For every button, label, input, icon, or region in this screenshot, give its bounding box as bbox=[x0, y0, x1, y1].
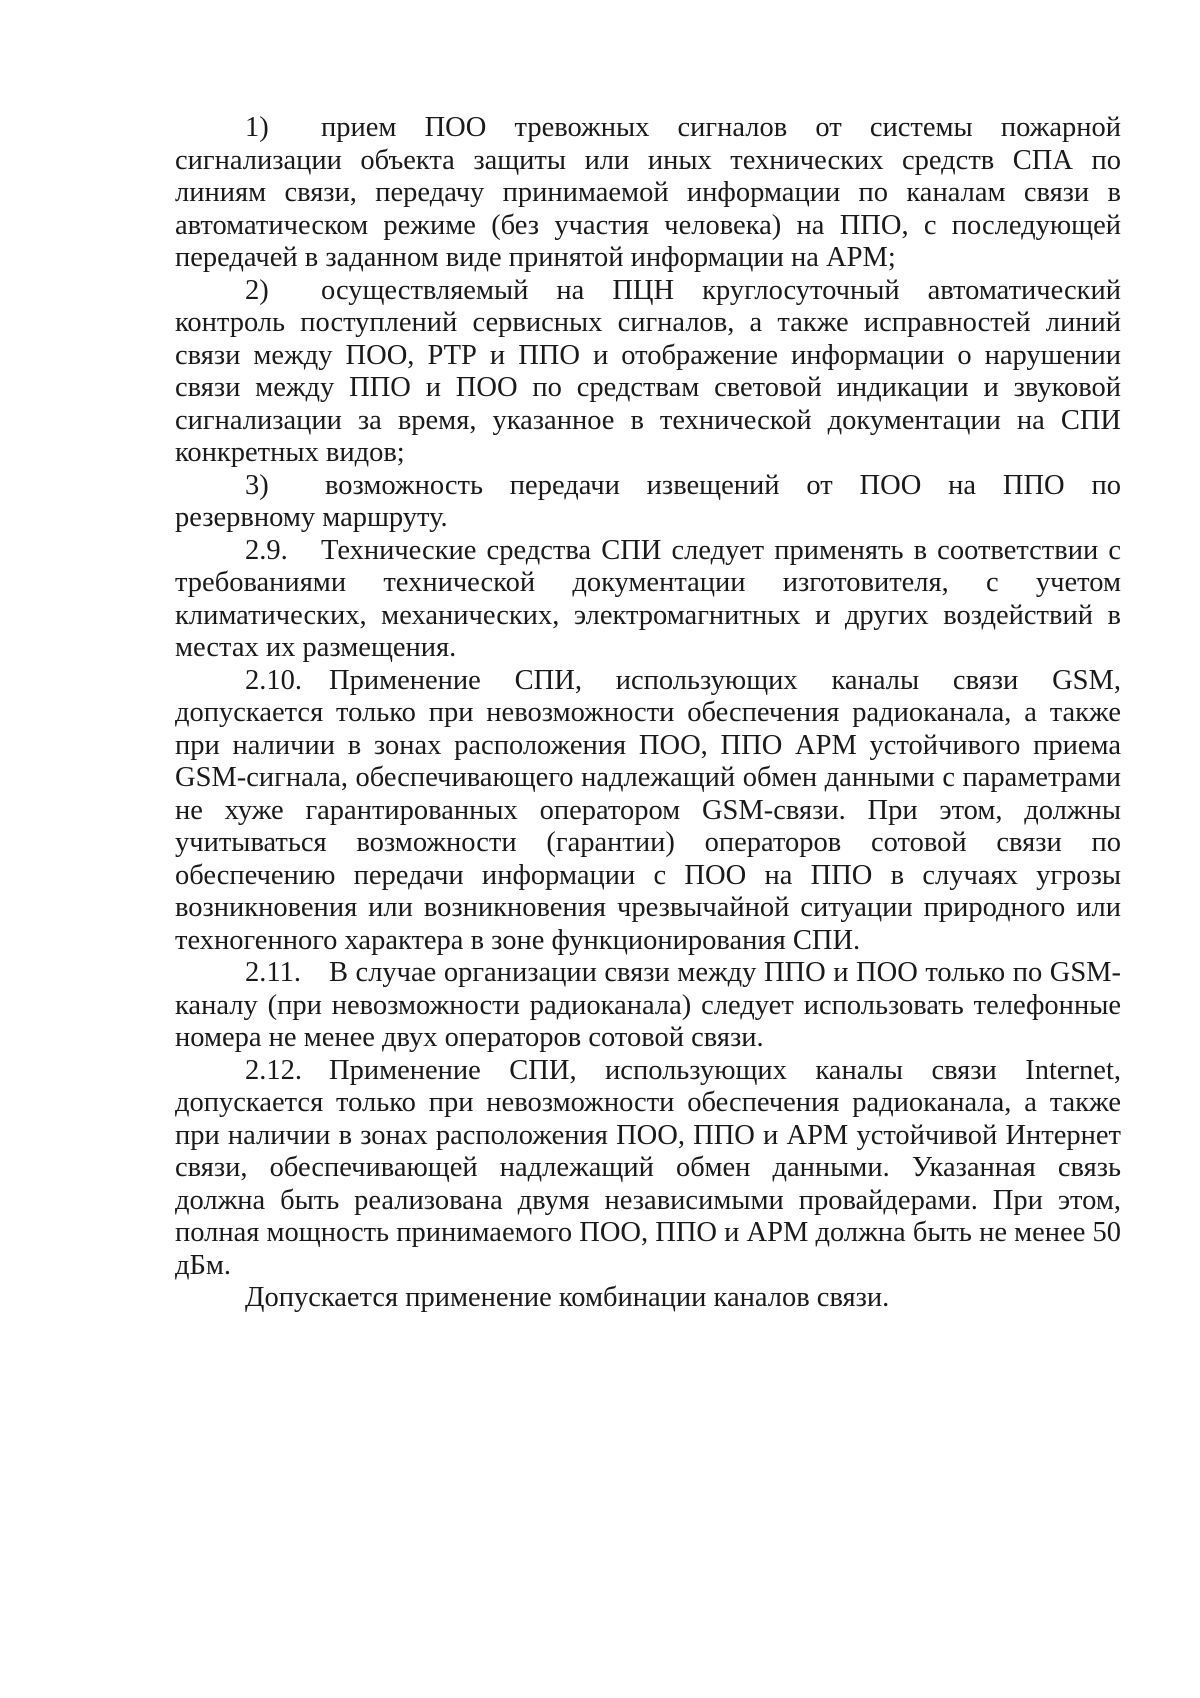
item-number: 1) bbox=[245, 112, 269, 143]
item-number: 3) bbox=[245, 469, 269, 501]
closing-paragraph bbox=[175, 1282, 1121, 1315]
clause-text: Применение СПИ, использующих каналы связи GSM, допускается только при невозможности обеспечения радиоканала, а также при наличии в зонах расположения ПОО, ППО АРМ устойчивого приема GSM-сигнала, обеспечивающего надлежащий обмен данными с параметрами не хуже гарантированных оператором GSM-связи. При этом, должны учитываться возможности (гарантии) операторов сотовой связи по обеспечению передачи информации с ПОО на ППО в случаях угрозы возникновения или возникновения чрезвычайной ситуации природного или техногенного характера в зоне функционирования СПИ. bbox=[175, 664, 1121, 956]
list-item-3 bbox=[175, 470, 1121, 535]
clause-text: Применение СПИ, использующих каналы связи Internet, допускается только при невозможности обеспечения радиоканала, а также при наличии в зонах расположения ПОО, ППО и АРМ устойчивой Интернет связи, обеспечивающей надлежащий обмен данными. Указанная связь должна быть реализована двумя независимыми провайдерами. При этом, полная мощность принимаемого ПОО, ППО и АРМ должна быть не менее 50 дБм. bbox=[175, 1054, 1121, 1281]
item-number: 2) bbox=[245, 274, 269, 306]
clause-2-12 bbox=[175, 1055, 1121, 1283]
item-text: осуществляемый на ПЦН круглосуточный автоматический контроль поступлений сервисных сигналов, а также исправностей линий связи между ПОО, РТР и ППО и отображение информации о нарушении связи между ППО и ПОО по средствам световой индикации и звуковой сигнализации за время, указанное в технической документации на СПИ конкретных видов; bbox=[175, 274, 1121, 468]
item-text: прием ПОО тревожных сигналов от системы пожарной сигнализации объекта защиты или иных технических средств СПА по линиям связи, передачу принимаемой информации по каналам связи в автоматическом режиме (без участия человека) на ППО, с последующей передачей в заданном виде принятой информации на АРМ; bbox=[175, 112, 1121, 273]
document-body bbox=[175, 112, 1121, 1315]
clause-2-10 bbox=[175, 665, 1121, 958]
clause-2-9 bbox=[175, 535, 1121, 665]
clause-2-11 bbox=[175, 957, 1121, 1055]
list-item-1 bbox=[175, 112, 1121, 275]
clause-number: 2.11. bbox=[245, 957, 301, 988]
clause-number: 2.10. bbox=[245, 664, 302, 696]
item-text: возможность передачи извещений от ПОО на ППО по резервному маршруту. bbox=[175, 469, 1121, 533]
clause-number: 2.12. bbox=[245, 1054, 302, 1086]
clause-text: Технические средства СПИ следует применять в соответствии с требованиями технической документации изготовителя, с учетом климатических, механических, электромагнитных и других воздействий в местах их размещения. bbox=[175, 534, 1121, 663]
list-item-2 bbox=[175, 275, 1121, 470]
closing-text: Допускается применение комбинации каналов связи. bbox=[245, 1282, 890, 1313]
clause-text: В случае организации связи между ППО и ПОО только по GSM-каналу (при невозможности радиоканала) следует использовать телефонные номера не менее двух операторов сотовой связи. bbox=[175, 957, 1121, 1053]
clause-number: 2.9. bbox=[245, 534, 288, 566]
